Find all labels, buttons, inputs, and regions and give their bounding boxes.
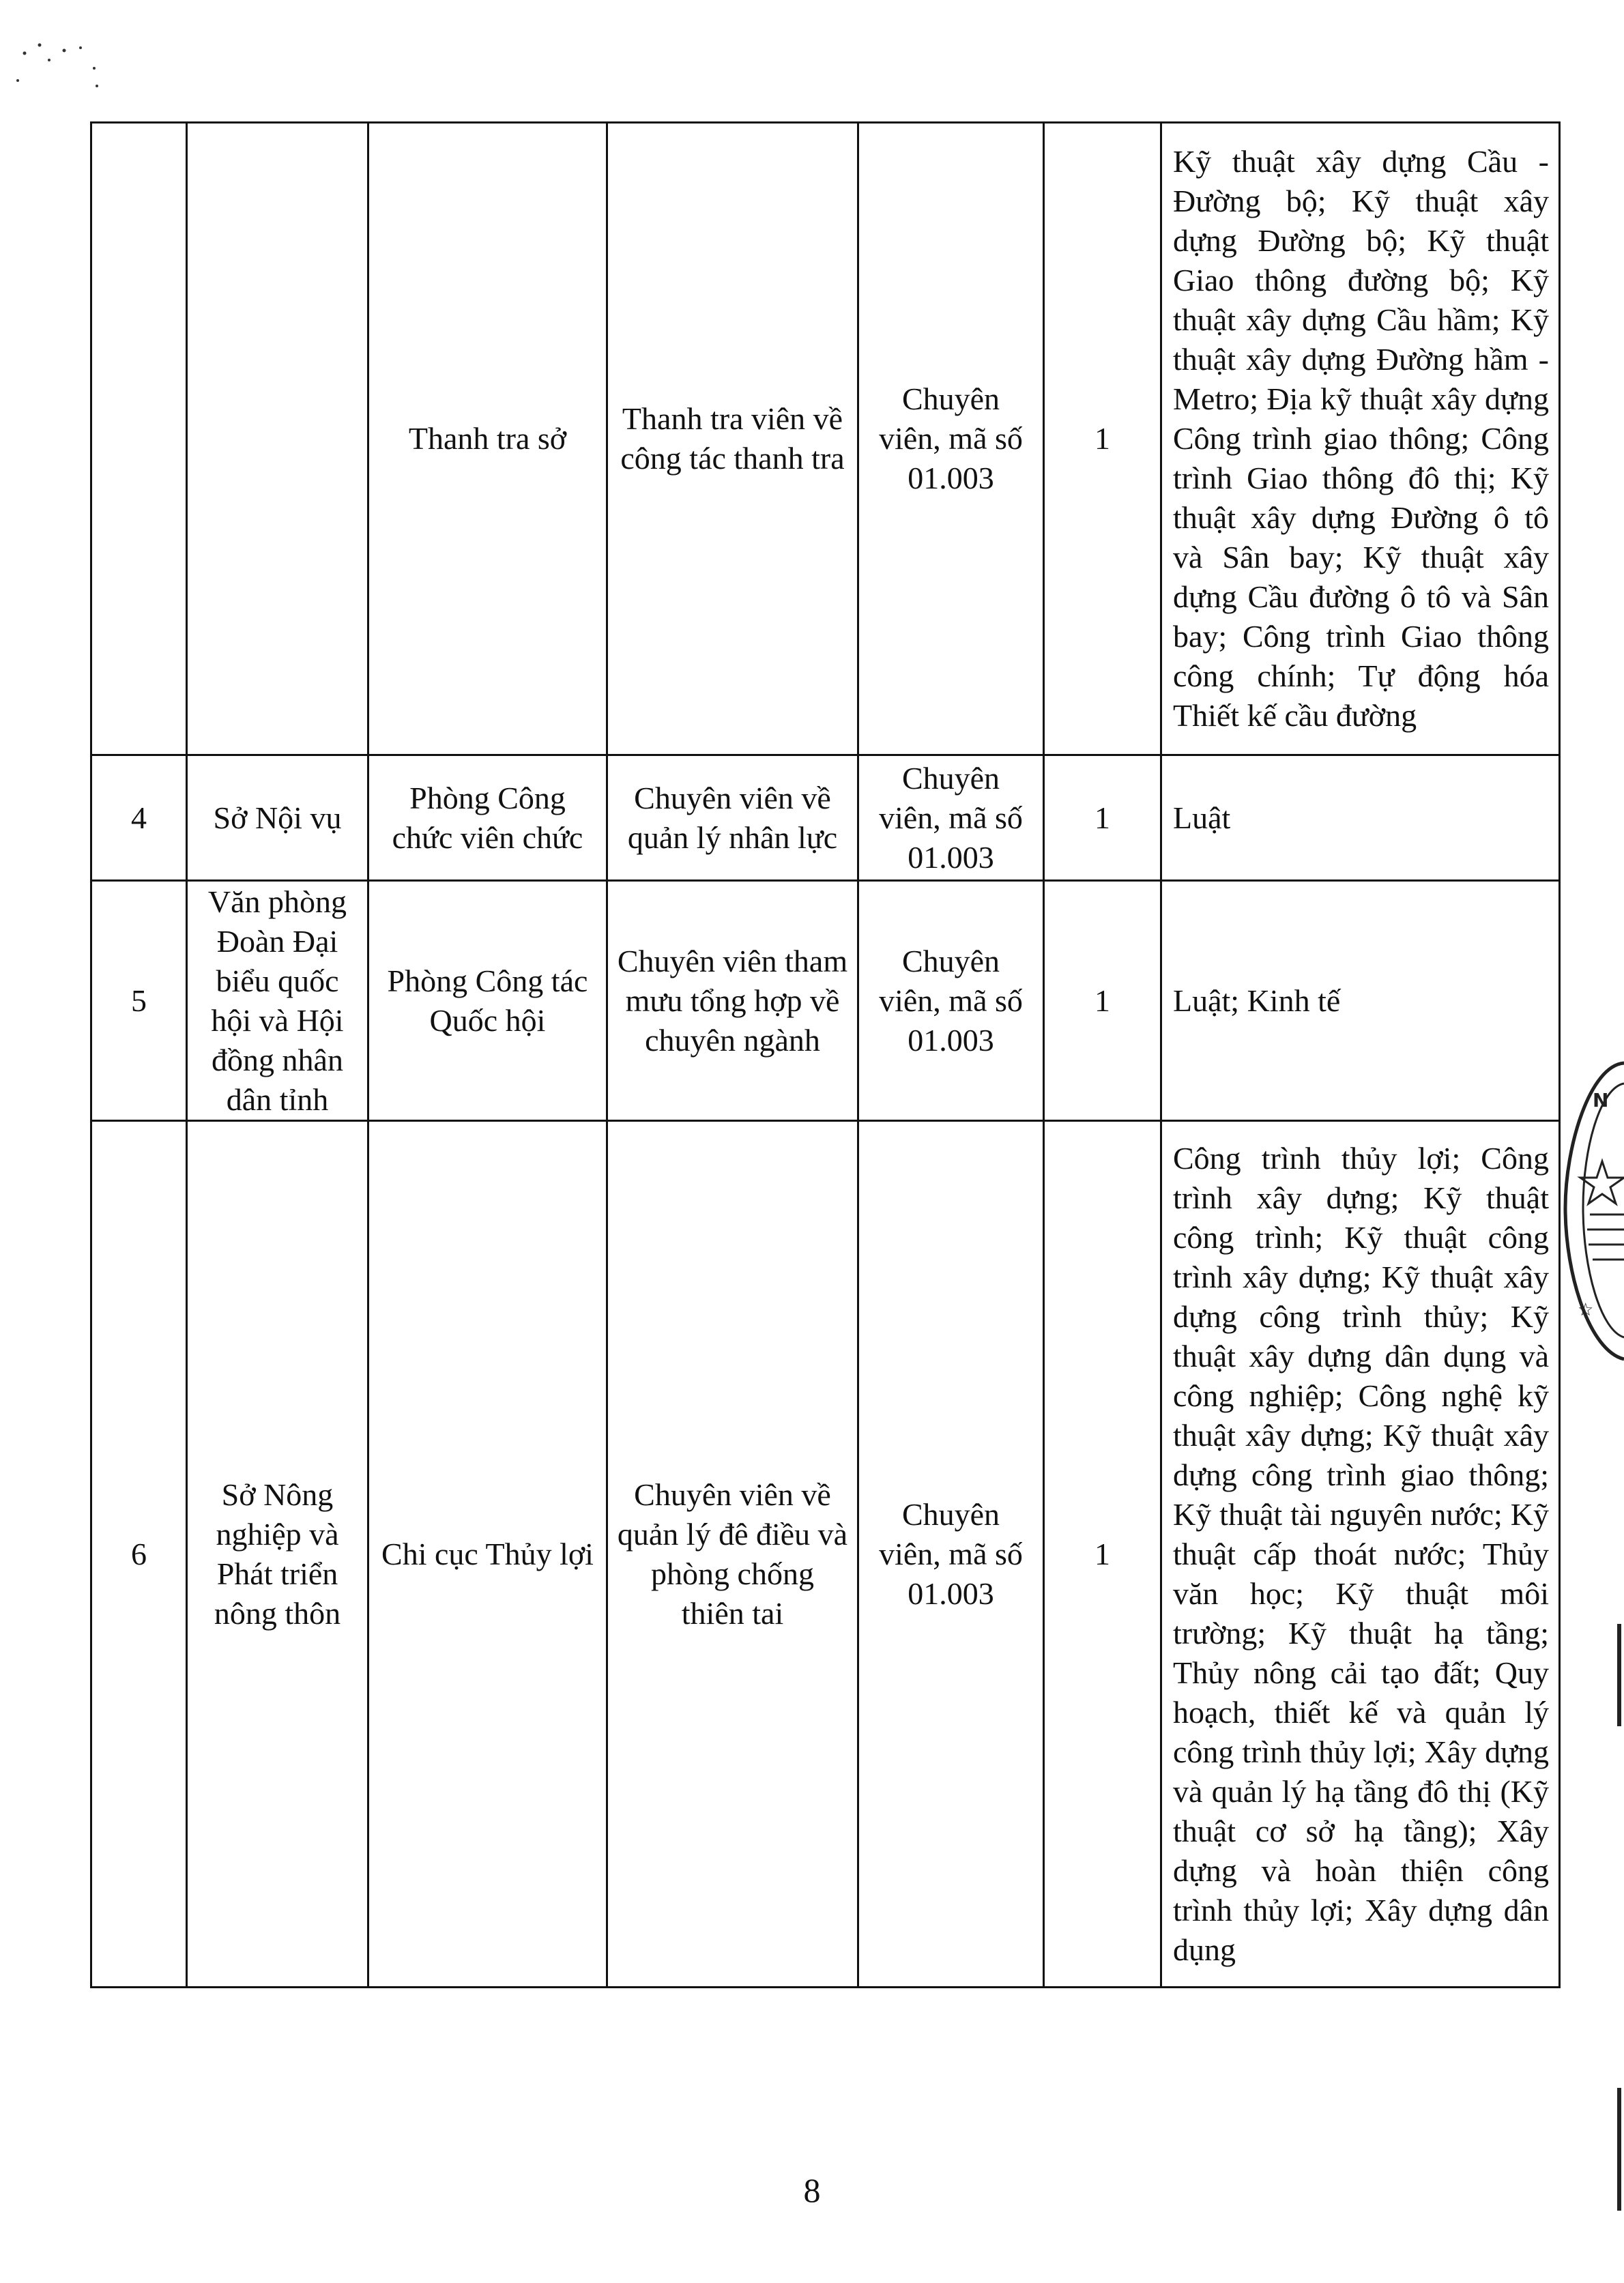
row-number-cell: 4 bbox=[91, 755, 187, 881]
page-number: 8 bbox=[803, 2171, 821, 2209]
official-seal-fragment bbox=[1563, 1051, 1624, 1371]
agency-cell: Sở Nông nghiệp và Phát triển nông thôn bbox=[187, 1121, 368, 1988]
row-number-cell: 5 bbox=[91, 881, 187, 1121]
agency-cell bbox=[187, 123, 368, 755]
unit-cell: Phòng Công chức viên chức bbox=[368, 755, 607, 881]
agency-cell: Sở Nội vụ bbox=[187, 755, 368, 881]
quantity-cell: 1 bbox=[1044, 123, 1161, 755]
row-number-cell bbox=[91, 123, 187, 755]
unit-cell: Chi cục Thủy lợi bbox=[368, 1121, 607, 1988]
rank-cell: Chuyên viên, mã số 01.003 bbox=[858, 1121, 1044, 1988]
majors-cell: Luật; Kinh tế bbox=[1161, 881, 1560, 1121]
scan-speckles bbox=[10, 20, 119, 89]
quantity-cell: 1 bbox=[1044, 881, 1161, 1121]
agency-cell: Văn phòng Đoàn Đại biểu quốc hội và Hội đồng nhân dân tỉnh bbox=[187, 881, 368, 1121]
majors-cell: Công trình thủy lợi; Công trình xây dựng; Kỹ thuật công trình; Kỹ thuật công trình xây dựng; Kỹ thuật xây dựng công trình thủy; Kỹ thuật xây dựng dân dụng và công nghiệp; Công nghệ kỹ thuật xây dựng; Kỹ thuật xây dựng công trình giao thông; Kỹ thuật tài nguyên nước; Kỹ thuật cấp thoát nước; Thủy văn học; Kỹ thuật môi trường; Kỹ thuật hạ tầng; Thủy nông cải tạo đất; Quy hoạch, thiết kế và quản lý công trình thủy lợi; Xây dựng và quản lý hạ tầng đô thị (Kỹ thuật cơ sở hạ tầng); Xây dựng và hoàn thiện công trình thủy lợi; Xây dựng dân dụng bbox=[1161, 1121, 1560, 1988]
position-cell: Thanh tra viên về công tác thanh tra bbox=[607, 123, 858, 755]
unit-cell: Thanh tra sở bbox=[368, 123, 607, 755]
table-row bbox=[91, 1121, 1560, 1988]
row-number-cell: 6 bbox=[91, 1121, 187, 1988]
svg-text:☆: ☆ bbox=[1578, 1300, 1594, 1320]
table-row bbox=[91, 881, 1560, 1121]
majors-cell: Kỹ thuật xây dựng Cầu - Đường bộ; Kỹ thuật xây dựng Đường bộ; Kỹ thuật Giao thông đường bộ; Kỹ thuật xây dựng Cầu hầm; Kỹ thuật xây dựng Đường hầm -Metro; Địa kỹ thuật xây dựng Công trình giao thông; Công trình Giao thông đô thị; Kỹ thuật xây dựng Đường ô tô và Sân bay; Kỹ thuật xây dựng Cầu đường ô tô và Sân bay; Công trình Giao thông công chính; Tự động hóa Thiết kế cầu đường bbox=[1161, 123, 1560, 755]
staffing-table bbox=[90, 121, 1561, 1988]
scan-edge-mark bbox=[1617, 1624, 1621, 1726]
quantity-cell: 1 bbox=[1044, 1121, 1161, 1988]
majors-cell: Luật bbox=[1161, 755, 1560, 881]
unit-cell: Phòng Công tác Quốc hội bbox=[368, 881, 607, 1121]
position-cell: Chuyên viên về quản lý nhân lực bbox=[607, 755, 858, 881]
position-cell: Chuyên viên tham mưu tổng hợp về chuyên ngành bbox=[607, 881, 858, 1121]
table-row bbox=[91, 123, 1560, 755]
rank-cell: Chuyên viên, mã số 01.003 bbox=[858, 123, 1044, 755]
position-cell: Chuyên viên về quản lý đê điều và phòng chống thiên tai bbox=[607, 1121, 858, 1988]
rank-cell: Chuyên viên, mã số 01.003 bbox=[858, 755, 1044, 881]
table-row bbox=[91, 755, 1560, 881]
svg-text:N: N bbox=[1593, 1089, 1609, 1111]
quantity-cell: 1 bbox=[1044, 755, 1161, 881]
rank-cell: Chuyên viên, mã số 01.003 bbox=[858, 881, 1044, 1121]
